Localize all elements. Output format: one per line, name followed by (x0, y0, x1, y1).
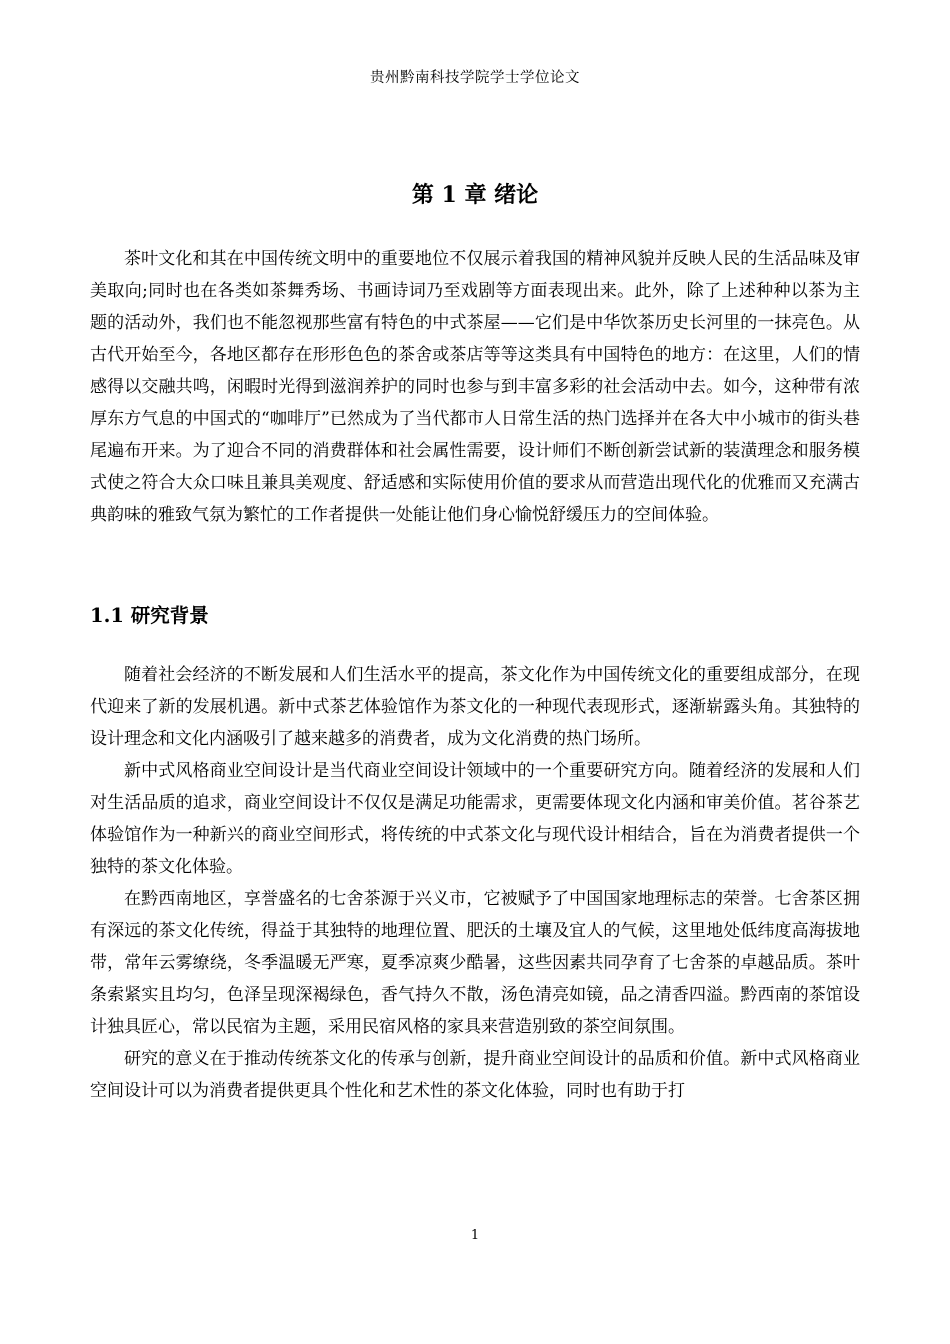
chapter-title: 第 1 章 绪论 (411, 182, 539, 208)
paragraph: 茶叶文化和其在中国传统文明中的重要地位不仅展示着我国的精神风貌并反映人民的生活品味及审美取向;同时也在各类如茶舞秀场、书画诗词乃至戏剧等方面表现出来。此外，除了上述种种以茶为主题的活动外，我们也不能忽视那些富有特色的中式茶屋——它们是中华饮茶历史长河里的一抹亮色。从古代开始至今，各地区都存在形形色色的茶舍或茶店等等这类具有中国特色的地方：在这里，人们的情感得以交融共鸣，闲暇时光得到滋润养护的同时也参与到丰富多彩的社会活动中去。如今，这种带有浓厚东方气息的中国式的“咖啡厅”已然成为了当代都市人日常生活的热门选择并在各大中小城市的街头巷尾遍布开来。为了迎合不同的消费群体和社会属性需要，设计师们不断创新尝试新的装潢理念和服务模式使之符合大众口味且兼具美观度、舒适感和实际使用价值的要求从而营造出现代化的优雅而又充满古典韵味的雅致气氛为繁忙的工作者提供一处能让他们身心愉悦舒缓压力的空间体验。 (90, 249, 860, 525)
section-heading: 1.1 研究背景 (90, 604, 209, 627)
section-body (90, 659, 860, 1107)
paragraph: 新中式风格商业空间设计是当代商业空间设计领域中的一个重要研究方向。随着经济的发展和人们对生活品质的追求，商业空间设计不仅仅是满足功能需求，更需要体现文化内涵和审美价值。茗谷茶艺体验馆作为一种新兴的商业空间形式，将传统的中式茶文化与现代设计相结合，旨在为消费者提供一个独特的茶文化体验。 (90, 761, 860, 877)
paragraph: 在黔西南地区，享誉盛名的七舍茶源于兴义市，它被赋予了中国国家地理标志的荣誉。七舍茶区拥有深远的茶文化传统，得益于其独特的地理位置、肥沃的土壤及宜人的气候，这里地处低纬度高海拔地带，常年云雾缭绕，冬季温暖无严寒，夏季凉爽少酷暑，这些因素共同孕育了七舍茶的卓越品质。茶叶条索紧实且均匀，色泽呈现深褐绿色，香气持久不散，汤色清亮如镜，品之清香四溢。黔西南的茶馆设计独具匠心，常以民宿为主题，采用民宿风格的家具来营造别致的茶空间氛围。 (90, 889, 860, 1037)
running-header: 贵州黔南科技学院学士学位论文 (370, 70, 580, 86)
page-number: 1 (470, 1228, 480, 1243)
intro-text (90, 243, 860, 531)
paragraph: 随着社会经济的不断发展和人们生活水平的提高，茶文化作为中国传统文化的重要组成部分，在现代迎来了新的发展机遇。新中式茶艺体验馆作为茶文化的一种现代表现形式，逐渐崭露头角。其独特的设计理念和文化内涵吸引了越来越多的消费者，成为文化消费的热门场所。 (90, 665, 860, 749)
paragraph: 研究的意义在于推动传统茶文化的传承与创新，提升商业空间设计的品质和价值。新中式风格商业空间设计可以为消费者提供更具个性化和艺术性的茶文化体验，同时也有助于打 (90, 1049, 860, 1101)
